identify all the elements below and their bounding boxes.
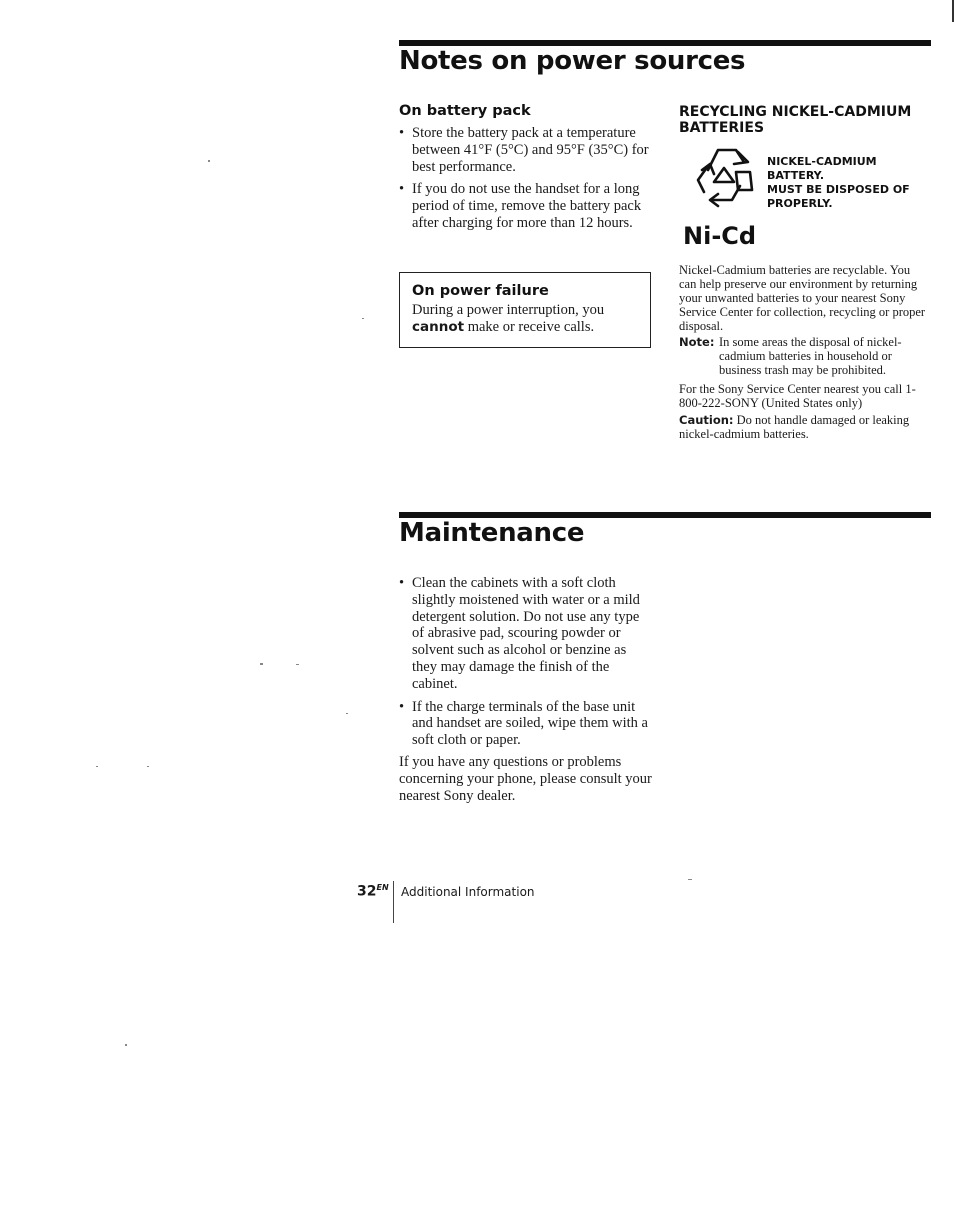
caution-label: Caution: [679, 413, 734, 427]
list-item: • Store the battery pack at a temperature between 41°F (5°C) and 95°F (35°C) for best performance. [399, 125, 649, 175]
scan-speck [362, 318, 364, 319]
scan-speck [125, 1044, 127, 1046]
maintenance-closing: If you have any questions or problems concerning your phone, please consult your nearest Sony dealer. [399, 754, 652, 804]
list-item: • If the charge terminals of the base unit and handset are soiled, wipe them with a soft cloth or paper. [399, 699, 654, 749]
caution-text: Caution: Do not handle damaged or leaking nickel-cadmium batteries. [679, 413, 910, 441]
page-title-power-sources: Notes on power sources [399, 46, 746, 76]
note-label: Note: [679, 335, 715, 349]
service-center-info: For the Sony Service Center nearest you call 1-800-222-SONY (United States only) [679, 382, 916, 410]
nicd-logo: Ni-Cd [683, 222, 757, 250]
scan-speck [147, 766, 149, 767]
scan-speck [208, 160, 210, 162]
power-failure-text: During a power interruption, you cannot make or receive calls. [412, 302, 605, 335]
list-item: • Clean the cabinets with a soft cloth slightly moistened with water or a mild detergent solution. Do not use any type of abrasive pad, scouring powder or solvent such as alcohol or benzine as they may damage the finish of the cabinet. [399, 575, 654, 693]
scan-speck [688, 879, 692, 880]
power-failure-emphasis: cannot [412, 318, 465, 335]
scan-speck [96, 766, 98, 767]
scan-speck [346, 713, 348, 714]
power-failure-box [399, 272, 651, 348]
footer-section-label: Additional Information [401, 885, 535, 899]
battery-pack-heading: On battery pack [399, 103, 531, 119]
battery-pack-list [399, 125, 649, 238]
scan-speck [296, 664, 299, 665]
power-failure-heading: On power failure [412, 283, 549, 299]
recycling-heading: RECYCLING NICKEL-CADMIUM BATTERIES [679, 104, 912, 136]
page-title-maintenance: Maintenance [399, 518, 585, 548]
scan-speck [260, 663, 263, 665]
footer-divider [393, 881, 394, 923]
maintenance-list [399, 575, 654, 755]
list-item: • If you do not use the handset for a long period of time, remove the battery pack after charging for more than 12 hours. [399, 181, 649, 231]
recycling-body: Nickel-Cadmium batteries are recyclable. You can help preserve our environment by returning your unwanted batteries to your nearest Sony Service Center for collection, recycling or proper disposal. [679, 263, 926, 333]
page-number: $32^{EN}$ [357, 883, 389, 900]
recycling-note: Note: In some areas the disposal of nickel-cadmium batteries in household or business trash may be prohibited. [679, 335, 902, 377]
recycle-icon [694, 142, 760, 210]
recycle-label: NICKEL-CADMIUM BATTERY. MUST BE DISPOSED OF PROPERLY. [767, 155, 910, 210]
